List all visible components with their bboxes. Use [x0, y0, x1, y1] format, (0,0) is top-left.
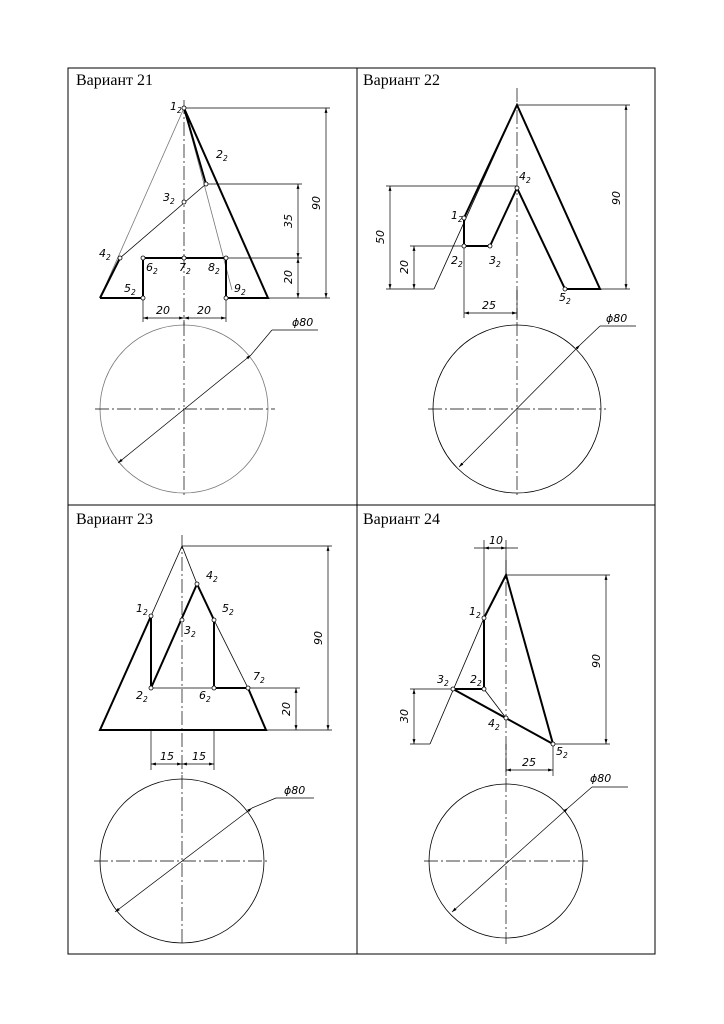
v21-point-5: $5_2$ [124, 282, 136, 297]
v21-dim-20-left: 20 [156, 304, 170, 317]
v23-point-3: $3_2$ [184, 624, 196, 639]
v22-dim-20: 20 [398, 260, 411, 274]
v24-point-1: $1_2$ [469, 605, 481, 620]
v21-point-9: $9_2$ [234, 282, 246, 297]
panel-title-variant-24: Вариант 24 [363, 511, 440, 528]
v22-point-1: $1_2$ [451, 209, 463, 224]
v23-point-6: $6_2$ [199, 689, 211, 704]
v21-point-6: $6_2$ [146, 261, 158, 276]
v22-point-3: $3_2$ [489, 254, 501, 269]
v23-point-2: $2_2$ [136, 689, 148, 704]
v21-dim-35: 35 [282, 214, 295, 228]
v21-dim-20-vertical: 20 [282, 270, 295, 284]
panel-title-variant-21: Вариант 21 [76, 72, 153, 89]
v22-point-5: $5_2$ [559, 291, 571, 306]
v21-dim-90: 90 [310, 196, 323, 210]
v22-dim-25: 25 [482, 299, 496, 312]
variant-23-drawing [94, 535, 332, 945]
v21-point-3: $3_2$ [163, 191, 175, 206]
v23-point-7: $7_2$ [253, 670, 265, 685]
v23-point-5: $5_2$ [222, 602, 234, 617]
v22-dim-90: 90 [610, 191, 623, 205]
v24-dim-10: 10 [489, 534, 503, 547]
v23-dim-20: 20 [280, 702, 293, 716]
v21-point-4: $4_2$ [99, 247, 111, 262]
v21-point-1: $1_2$ [170, 100, 182, 115]
v24-point-5: $5_2$ [556, 745, 568, 760]
panel-title-variant-22: Вариант 22 [363, 72, 440, 89]
v21-point-8: $8_2$ [208, 261, 220, 276]
variant-22-labels [374, 170, 627, 325]
v23-dim-15-left: 15 [160, 750, 174, 763]
v23-dim-90: 90 [312, 631, 325, 645]
v24-point-4: $4_2$ [488, 717, 500, 732]
v24-dim-30: 30 [398, 709, 411, 723]
panel-title-variant-23: Вариант 23 [76, 511, 153, 528]
v24-dim-90: 90 [590, 654, 603, 668]
v21-dim-20-right: 20 [197, 304, 211, 317]
v22-point-2: $2_2$ [451, 254, 463, 269]
variant-21-drawing [95, 100, 330, 495]
variant-23-labels [136, 569, 325, 797]
v23-dim-15-right: 15 [192, 750, 206, 763]
v21-point-2: $2_2$ [216, 148, 228, 163]
v24-point-3: $3_2$ [437, 673, 449, 688]
v23-diameter: ϕ80 [284, 784, 306, 797]
v22-point-4: $4_2$ [519, 170, 531, 185]
v24-diameter: ϕ80 [590, 772, 612, 785]
v24-point-2: $2_2$ [470, 673, 482, 688]
v21-point-7: $7_2$ [179, 261, 191, 276]
v23-point-4: $4_2$ [206, 569, 218, 584]
v21-diameter: ϕ80 [292, 316, 314, 329]
variant-21-labels [99, 100, 323, 329]
sheet-frame [68, 68, 655, 954]
variant-22-drawing [386, 88, 636, 495]
v22-dim-50: 50 [374, 230, 387, 244]
variant-24-labels [398, 534, 611, 785]
v22-diameter: ϕ80 [606, 312, 628, 325]
v24-dim-25: 25 [522, 756, 536, 769]
v23-point-1: $1_2$ [136, 602, 148, 617]
variant-24-drawing [410, 540, 628, 944]
